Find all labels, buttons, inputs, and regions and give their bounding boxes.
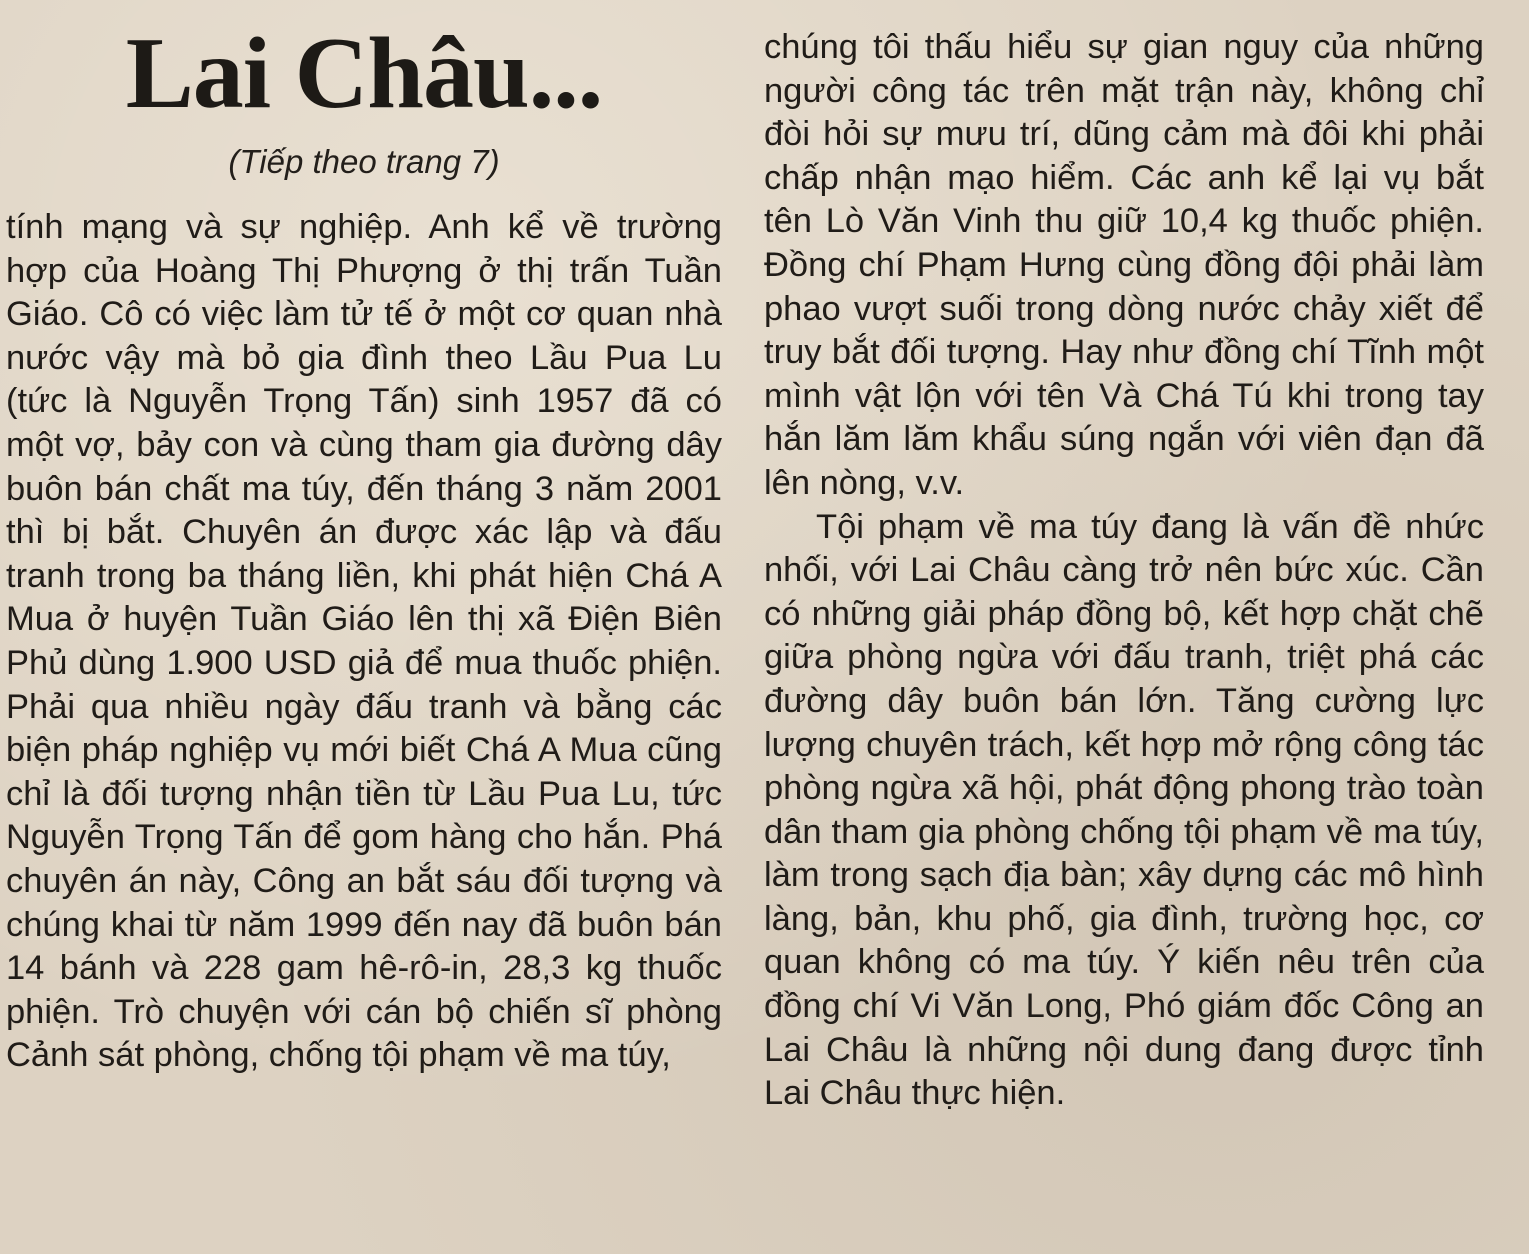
right-column: [764, 26, 1484, 1116]
right-column-paragraph-1: chúng tôi thấu hiểu sự gian nguy của những người công tác trên mặt trận này, không chỉ đòi hỏi sự mưu trí, dũng cảm mà đôi khi phải chấp nhận mạo hiểm. Các anh kể lại vụ bắt tên Lò Văn Vinh thu giữ 10,4 kg thuốc phiện. Đồng chí Phạm Hưng cùng đồng đội phải làm phao vượt suối trong dòng nước chảy xiết để truy bắt đối tượng. Hay như đồng chí Tĩnh một mình vật lộn với tên Và Chá Tú khi trong tay hắn lăm lăm khẩu súng ngắn với viên đạn đã lên nòng, v.v.: [764, 28, 1484, 502]
continued-from-note: (Tiếp theo trang 7): [228, 143, 500, 180]
right-column-paragraph-2: Tội phạm về ma túy đang là vấn đề nhức nhối, với Lai Châu càng trở nên bức xúc. Cần có những giải pháp đồng bộ, kết hợp chặt chẽ giữa phòng ngừa với đấu tranh, triệt phá các đường dây buôn bán lớn. Tăng cường lực lượng chuyên trách, kết hợp mở rộng công tác phòng ngừa xã hội, phát động phong trào toàn dân tham gia phòng chống tội phạm về ma túy, làm trong sạch địa bàn; xây dựng các mô hình làng, bản, khu phố, gia đình, trường học, cơ quan không có ma túy. Ý kiến nêu trên của đồng chí Vi Văn Long, Phó giám đốc Công an Lai Châu là những nội dung đang được tỉnh Lai Châu thực hiện.: [764, 507, 1484, 1113]
left-column-text: tính mạng và sự nghiệp. Anh kể về trường hợp của Hoàng Thị Phượng ở thị trấn Tuần Giáo. Cô có việc làm tử tế ở một cơ quan nhà nước vậy mà bỏ gia đình theo Lầu Pua Lu (tức là Nguyễn Trọng Tấn) sinh 1957 đã có một vợ, bảy con và cùng tham gia đường dây buôn bán chất ma túy, đến tháng 3 năm 2001 thì bị bắt. Chuyên án được xác lập và đấu tranh trong ba tháng liền, khi phát hiện Chá A Mua ở huyện Tuần Giáo lên thị xã Điện Biên Phủ dùng 1.900 USD giả để mua thuốc phiện. Phải qua nhiều ngày đấu tranh và bằng các biện pháp nghiệp vụ mới biết Chá A Mua cũng chỉ là đối tượng nhận tiền từ Lầu Pua Lu, tức Nguyễn Trọng Tấn để gom hàng cho hắn. Phá chuyên án này, Công an bắt sáu đối tượng và chúng khai từ năm 1999 đến nay đã buôn bán 14 bánh và 228 gam hê-rô-in, 28,3 kg thuốc phiện. Trò chuyện với cán bộ chiến sĩ phòng Cảnh sát phòng, chống tội phạm về ma túy,: [6, 208, 722, 1075]
left-column: [6, 14, 722, 1078]
article-headline: Lai Châu...: [125, 17, 603, 130]
